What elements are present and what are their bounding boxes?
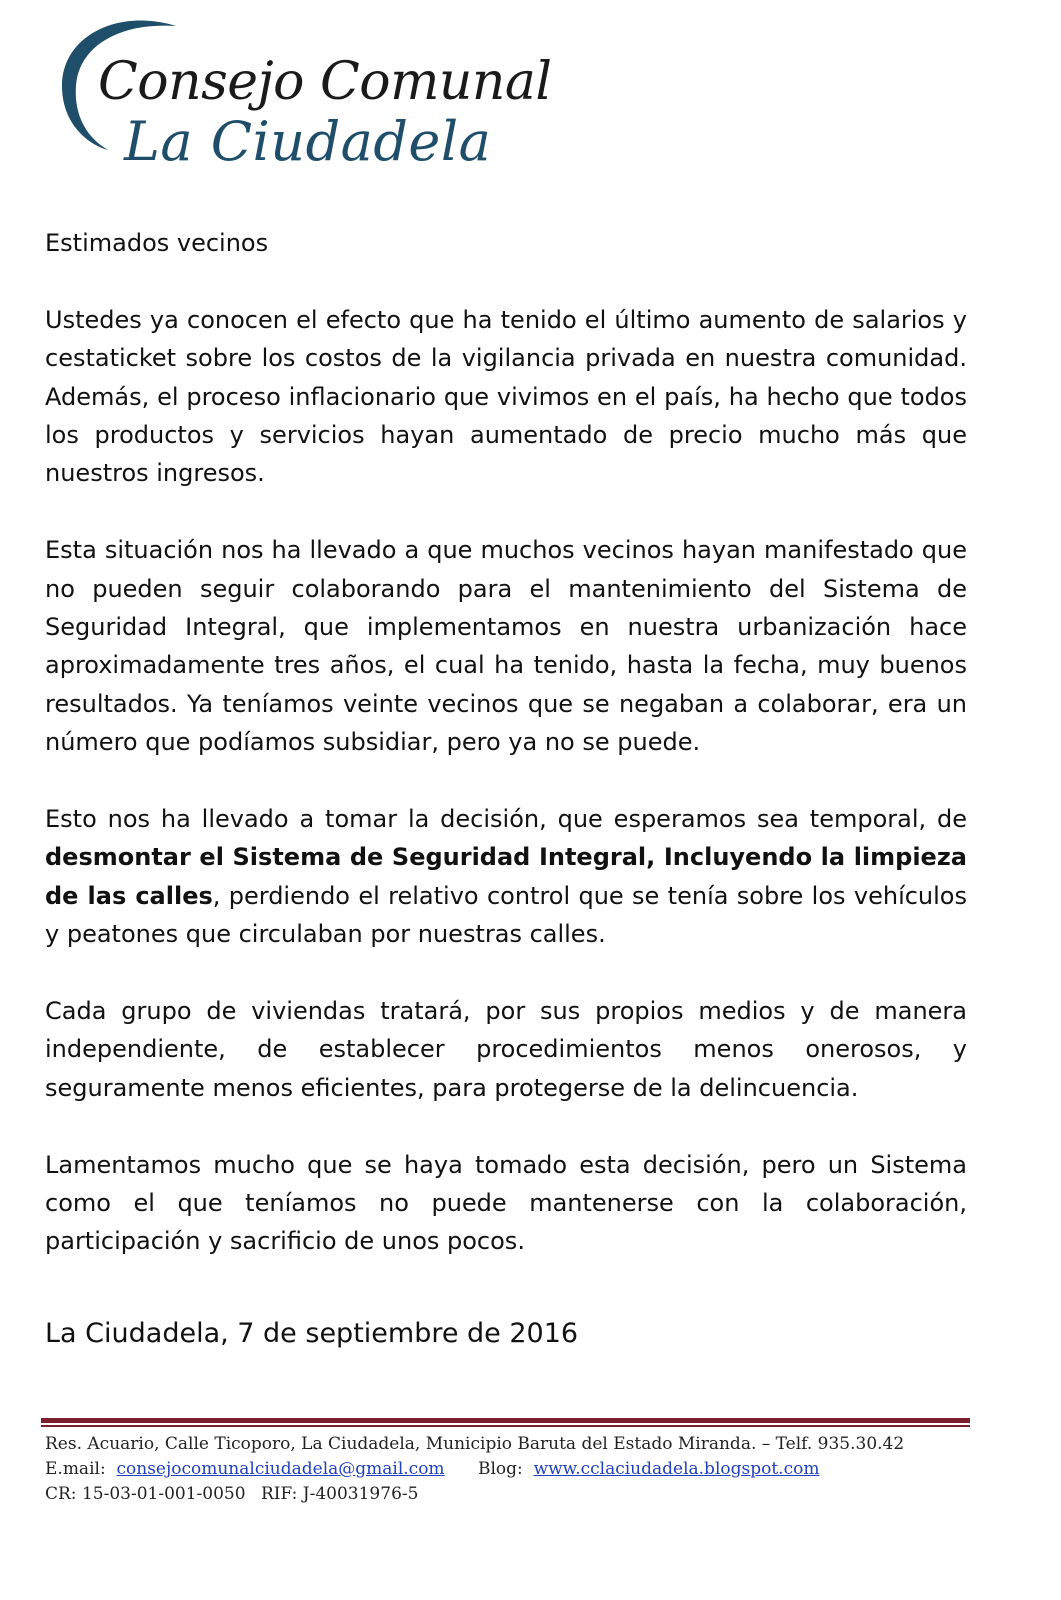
- rif-value: J-40031976-5: [302, 1484, 419, 1504]
- footer-address: Res. Acuario, Calle Ticoporo, La Ciudadela, Municipio Baruta del Estado Miranda. – Telf. 935.30.42: [45, 1434, 905, 1454]
- letter-body: [45, 224, 967, 1261]
- footer-divider: [41, 1418, 970, 1428]
- rif-label: RIF:: [260, 1484, 298, 1504]
- greeting: Estimados vecinos: [45, 229, 269, 257]
- footer-contact: [45, 1457, 904, 1482]
- logo-title-line1: Consejo Comunal: [98, 52, 552, 112]
- paragraph-3: [45, 800, 967, 954]
- paragraph-3-end: , perdiendo el relativo control que se tenía sobre los vehículos y peatones que circulaban por nuestras calles.: [45, 881, 967, 949]
- email-link[interactable]: consejocomunalciudadela@gmail.com: [116, 1459, 445, 1479]
- blog-link[interactable]: www.cclaciudadela.blogspot.com: [533, 1459, 820, 1479]
- cr-value: 15-03-01-001-0050: [81, 1484, 246, 1504]
- paragraph-1: Ustedes ya conocen el efecto que ha tenido el último aumento de salarios y cestaticket sobre los costos de la vigilancia privada en nuestra comunidad. Además, el proceso inflacionario que vivimos en el país, ha hecho que todos los productos y servicios hayan aumentado de precio mucho más que nuestros ingresos.: [45, 305, 967, 488]
- cr-label: CR:: [45, 1484, 77, 1504]
- paragraph-2: Esta situación nos ha llevado a que muchos vecinos hayan manifestado que no pueden seguir colaborando para el mantenimiento del Sistema de Seguridad Integral, que implementamos en nuestra urbanización hace aproximadamente tres años, el cual ha tenido, hasta la fecha, muy buenos resultados. Ya teníamos veinte vecinos que se negaban a colaborar, era un número que podíamos subsidiar, pero ya no se puede.: [45, 536, 967, 757]
- footer-registry: [45, 1482, 904, 1507]
- paragraph-4: Cada grupo de viviendas tratará, por sus propios medios y de manera independiente, de establecer procedimientos menos onerosos, y seguramente menos eficientes, para protegerse de la delincuencia.: [45, 997, 967, 1102]
- paragraph-5: Lamentamos mucho que se haya tomado esta decisión, pero un Sistema como el que teníamos no puede mantenerse con la colaboración, participación y sacrificio de unos pocos.: [45, 1150, 967, 1256]
- logo-title-line2: La Ciudadela: [124, 110, 492, 173]
- date-line: La Ciudadela, 7 de septiembre de 2016: [45, 1318, 579, 1349]
- blog-label: Blog:: [477, 1459, 523, 1479]
- paragraph-3-bold: desmontar el Sistema de Seguridad Integral, Incluyendo la limpieza de las calles: [45, 843, 967, 910]
- email-label: E.mail:: [45, 1459, 106, 1479]
- footer: [45, 1432, 904, 1507]
- paragraph-3-start: Esto nos ha llevado a tomar la decisión, que esperamos sea temporal, de: [45, 805, 967, 834]
- logo: [58, 14, 552, 174]
